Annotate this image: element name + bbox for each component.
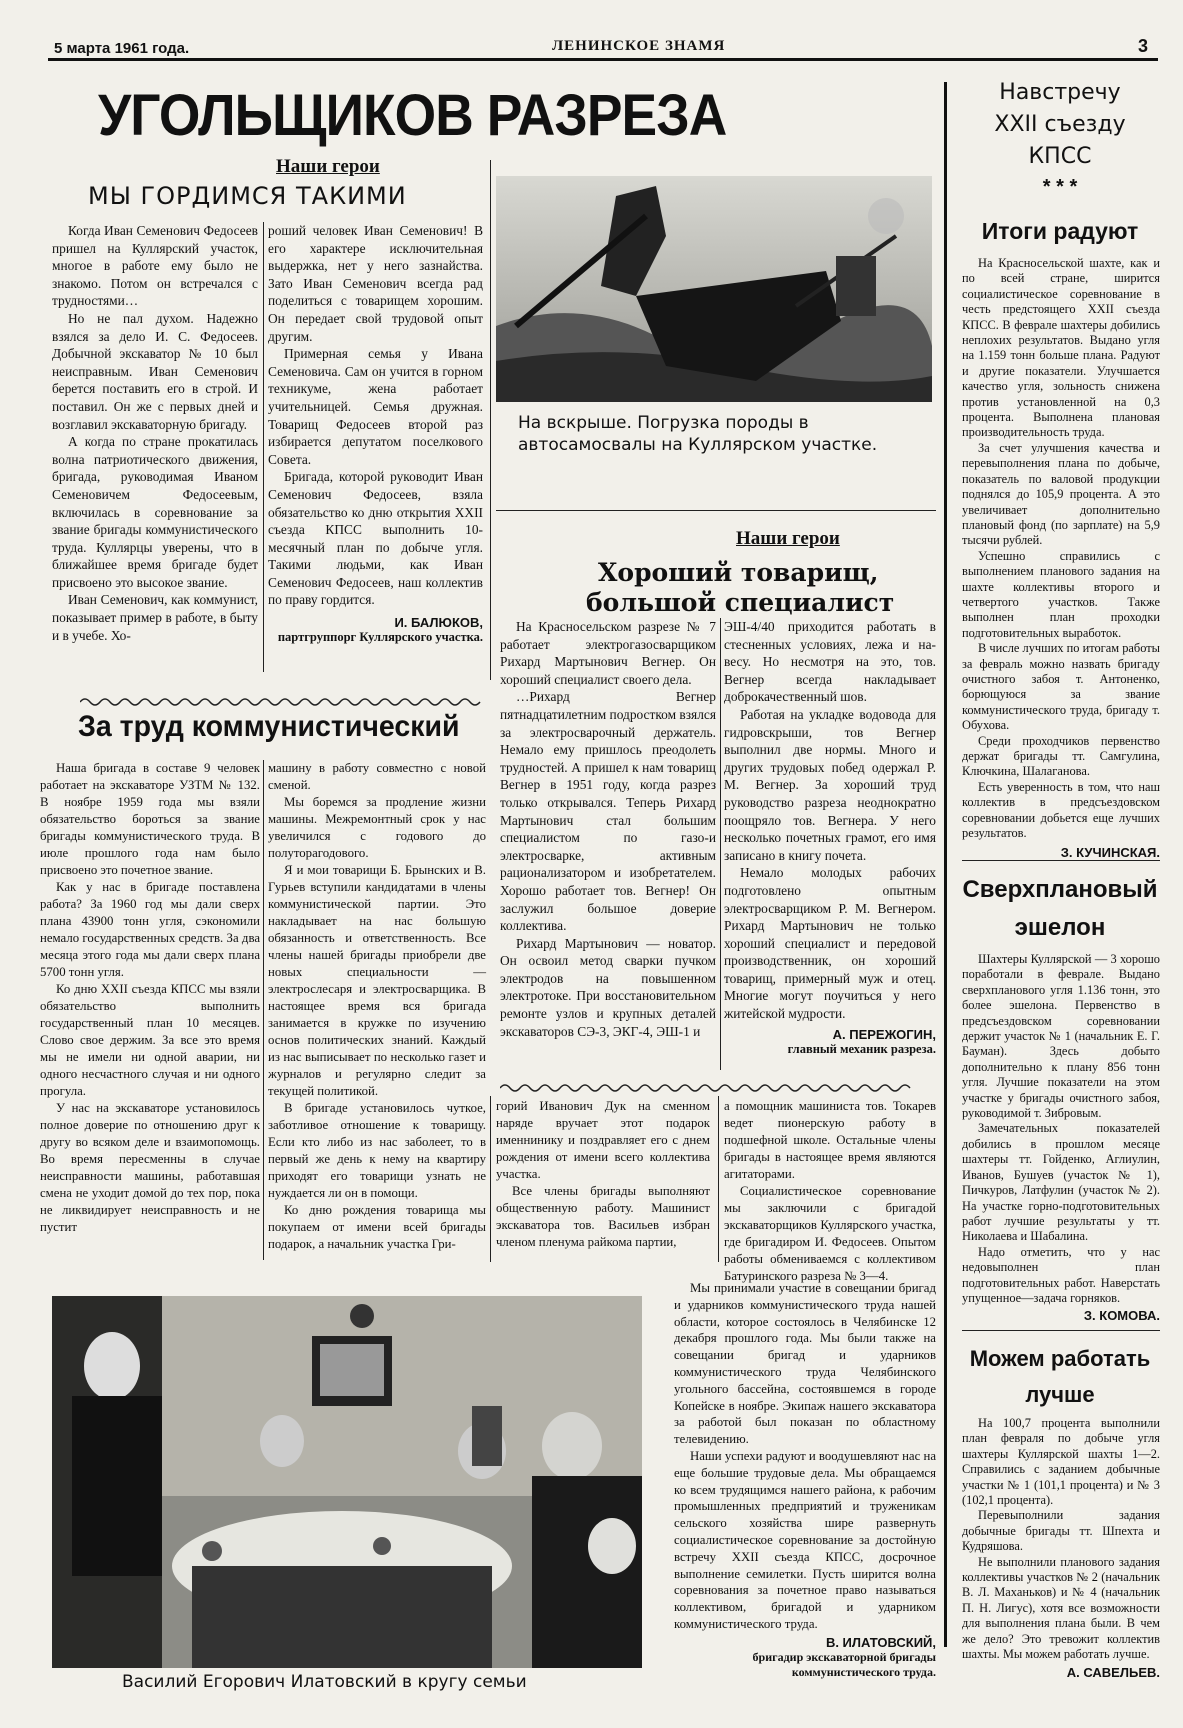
paragraph: Работая на укладке водовода для гидровскрыши, тов Вегнер выполнил две нормы. Много и других трудовых побед одержал Р. М. Вегнер. За хороший труд руководство разреза неоднократно поощряло тов. Вегнера. У него несколько почетных грамот, его имя записано в книгу почета.	[724, 706, 936, 863]
paragraph: Иван Семенович, как коммунист, показывает пример в работе, в быту и в учебе. Хо-	[52, 592, 258, 643]
article3-col2	[724, 618, 936, 1057]
column-rule	[720, 618, 721, 1070]
paragraph: Ко дню XXII съезда КПСС мы взяли обязательство выполнить государственный план 10 месяцев. Слово свое держим. За все это время мы не имели ни одной аварии, ни одного несчастного случая и ни одного прогула.	[40, 982, 260, 1098]
paragraph: Ко дню рождения товарища мы покупаем от имени всей бригады подарок, а начальник участка Гри-	[268, 1203, 486, 1251]
paragraph: Когда Иван Семенович Федосеев пришел на Куллярский участок, многое в работе ему было не знакомо. Потом он встречался с трудностями…	[52, 223, 258, 309]
article3-title-line1: Хороший товарищ,	[598, 558, 879, 587]
sidebar-article3-title-line2: лучше	[1025, 1382, 1095, 1407]
excavator-photo-caption: На вскрыше. Погрузка породы в автосамосвалы на Куллярском участке.	[518, 413, 878, 455]
paragraph: Есть уверенность в том, что наш коллектив в предсъездовском соревновании добьется еще лучших результатов.	[962, 779, 1160, 841]
paragraph: Среди проходчиков первенство держат бригады тт. Самгулина, Ключкина, Шалаганова.	[962, 733, 1160, 779]
excavator-photo-image	[496, 176, 932, 402]
paragraph: Мы боремся за продление жизни машины. Межремонтный срок у нас увеличился с годового до полуторагодового.	[268, 795, 486, 860]
paragraph: Все члены бригады выполняют общественную работу. Машинист экскаватора тов. Васильев избран членом пленума райкома партии,	[496, 1184, 710, 1249]
article1-col2	[268, 222, 483, 645]
wavy-separator	[80, 696, 490, 706]
paragraph: Наши успехи радуют и воодушевляют нас на еще большие трудовые дела. Мы обращаемся ко всем трудящимся нашего района, к рабочим промышленных предприятий и труженикам сельского хозяйства шире развернуть социалистическое соревнование за достойную встречу XXII съезда КПСС, досрочное выполнение семилетки. Пусть ширится волна соревнования за почетное право называться коллективом, бригадой и ударником коммунистического труда.	[674, 1448, 937, 1631]
paragraph: Рихард Мартынович — новатор. Он освоил метод сварки пучком электродов на повышенном электротоке. При восстановительном ремонте узлов и крупных деталей экскаваторов СЭ-3, ЭКГ-4, ЭШ-1 и	[500, 935, 716, 1039]
paragraph: Замечательных показателей добились в прошлом месяце шахтеры тт. Гойденко, Аглиулин, Иванов, Бушуев (участок № 1), Пичкуров, Латфулин (участок № 2). На участке горно-подготовительных работ лучшие результаты у тт. Николаева и Шабалина.	[962, 1121, 1160, 1244]
issue-date: 5 марта 1961 года.	[54, 40, 190, 57]
paragraph: Мы принимали участие в совещании бригад и ударников коммунистического труда нашей области, которое состоялось в Челябинске 12 декабря прошлого года. Мы были также на совещании бригад и ударников коммунистического труда Челябинского угольного бассейна, состоявшемся в городе Копейске в ноябре. Экипаж нашего экскаватора за работой был показан по областному телевидению.	[674, 1281, 936, 1447]
article1-col1	[52, 222, 258, 644]
article1-rubric: Наши герои	[276, 156, 380, 177]
sidebar-article1-title: Итоги радуют	[981, 218, 1139, 244]
sidebar-article3-title-line1: Можем работать	[969, 1346, 1151, 1371]
article2-col4	[724, 1098, 936, 1285]
sidebar-separator	[944, 82, 947, 1647]
sidebar-banner-line3: КПСС	[1028, 144, 1092, 169]
family-photo	[52, 1296, 642, 1668]
paragraph: Шахтеры Куллярской — 3 хорошо поработали в феврале. Выдано сверхпланового угля 1.136 тонн, это более эшелона. Первенство в предсъездовском соревновании держит участок № 1 (начальник Е. Г. Бауман). Здесь добыто дополнительно к плану 856 тонн угля. Лучшие показатели на этом участке у бригады очистного забоя, руководимой т. Зибровым.	[962, 952, 1160, 1121]
sidebar-article2-title-line2: эшелон	[1014, 914, 1106, 941]
header-rule	[48, 58, 1158, 61]
paragraph: На 100,7 процента выполнили план февраля по добыче угля шахтеры Куллярской шахты 1—2. Справились с заданием добычные участки № 1 (101,1 процента) и № 3 (102,1 процента).	[962, 1416, 1160, 1508]
sidebar-article3-author: А. САВЕЛЬЕВ.	[1066, 1664, 1160, 1680]
article2-col2	[268, 760, 486, 1253]
section-rule	[962, 860, 1160, 861]
paragraph: В бригаде установилось чуткое, заботливое отношение к товарищу. Если кто либо из нас заболеет, то в первый же день к нему на квартиру приходят его товарищи узнать не нуждается ли он в помощи.	[268, 1101, 486, 1200]
column-rule	[490, 1096, 491, 1262]
article3-col1	[500, 618, 716, 1040]
paragraph: За счет улучшения качества и перевыполнения плана по добыче, показатель по валовой продукции поднялся до 105,9 процента. А это увеличивает дополнительно плановый фонд (по зарплате) на 5,9 тысячи рублей.	[962, 440, 1160, 548]
family-photo-image	[52, 1296, 642, 1668]
article2-title: За труд коммунистический	[78, 710, 460, 743]
article1-author-role: партгруппорг Куллярского участка.	[277, 630, 483, 645]
article3-author: А. ПЕРЕЖОГИН,	[832, 1026, 936, 1042]
article3-rubric: Наши герои	[736, 528, 840, 549]
sidebar-article2-author: З. КОМОВА.	[1083, 1308, 1160, 1324]
sidebar-stars: * * *	[1042, 176, 1078, 198]
article3-title-line2: большой специалист	[586, 588, 895, 617]
newspaper-name: ЛЕНИНСКОЕ ЗНАМЯ	[552, 38, 726, 54]
article2-author-role: бригадир экскаваторной бригады коммунистического труда.	[752, 1649, 936, 1679]
paragraph: На Красносельском разрезе № 7 работает электрогазосварщиком Рихард Мартынович Вегнер. Он хороший специалист своего дела.	[500, 619, 716, 687]
article2-col3	[496, 1098, 710, 1251]
column-rule	[718, 1096, 719, 1262]
article2-col1	[40, 760, 260, 1236]
paragraph: Бригада, которой руководит Иван Семенович Федосеев, взяла обязательство ко дню открытия XXII съезда КПСС выполнить 10-месячный план по добыче угля. Такими людьми, как Иван Семенович Федосеев, наш коллектив по праву гордится.	[268, 469, 483, 608]
paragraph: а помощник машиниста тов. Токарев ведет пионерскую работу в подшефной школе. Остальные члены бригады в настоящее время являются агитаторами.	[724, 1099, 936, 1181]
paragraph: В числе лучших по итогам работы за февраль можно назвать бригаду очистного забоя т. Антоненко, борющуюся за звание коммунистического труда, бригаду т. Обухова.	[962, 641, 1160, 733]
paragraph: Я и мои товарищи Б. Брынских и В. Гурьев вступили кандидатами в члены коммунистической партии. Это накладывает на нас большую обязанность и ответственность. Все члены нашей бригады приобрели две новых специальности — электрослесаря и электросварщика. В настоящее время вся бригада занимается в кружке по изучению основ политических знаний. Каждый из нас выписывает по несколько газет и журналов и регулярно следит за текущей политикой.	[268, 863, 486, 1098]
paragraph: А когда по стране прокатилась волна патриотического движения, бригада, руководимая Иваном Семеновичем Федосеевым, включилась в соревнование за звание бригады коммунистического труда. Куллярцы уверены, что в ближайшее время бригаде будет присвоено это высокое звание.	[52, 434, 258, 590]
sidebar-banner-line1: Навстречу	[999, 80, 1121, 105]
paragraph: Успешно справились с выполнением планового задания на шахте коллективы второго и четвертого участков. Также выполнен план проходки подготовительных выработок.	[962, 548, 1160, 640]
paragraph: роший человек Иван Семенович! В его характере исключительная выдержка, нет у него зазнайства. Зато Иван Семенович всегда рад поделиться с товарищем хорошим. Он передает свой трудовой опыт другим.	[268, 223, 483, 344]
paragraph: ЭШ-4/40 приходится работать в стесненных условиях, лежа и на-весу. Но несмотря на это, тов. Вегнер всегда накладывает доброкачественный шов.	[724, 619, 936, 705]
paragraph: Не выполнили планового задания коллективы участков № 2 (начальник В. Л. Маханьков) и № 4 (начальник П. Н. Лигус), хотя все возможности для выполнения плана были. В чем же дело? Это тревожит коллектив шахты. Мы можем работать лучше.	[962, 1554, 1160, 1662]
paragraph: У нас на экскаваторе установилось полное доверие по отношению друг к другу во всяком деле и взаимопомощь. Во время пересменны в случае неисправности машины, работавшая смена не уходит домой до тех пор, пока не ликвидирует неисправность и не пустит	[40, 1101, 260, 1234]
paragraph: Но не пал духом. Надежно взялся за дело И. С. Федосеев. Добычной экскаватор № 10 был неисправным. Иван Семенович берется поставить его в строй. И поставил. Он же с первых дней и возглавил экскаваторную бригаду.	[52, 310, 258, 432]
section-rule	[496, 510, 936, 511]
sidebar-article2-title-line1: Сверхплановый	[962, 876, 1158, 903]
paragraph: Примерная семья у Ивана Семеновича. Сам он учится в горном техникуме, жена работает учительницей. Семья дружная. Товарищ Федосеев второй раз избирается депутатом поселкового Совета.	[268, 346, 483, 467]
column-rule	[263, 760, 264, 1260]
sidebar-banner-line2: XXII съезду	[994, 112, 1126, 137]
paragraph: Немало молодых рабочих подготовлено опытным электросварщиком Р. М. Вегнером. Рихард Мартынович не только хороший специалист и передовой производственник, он хороший товарищ, примерный муж и отец. Многие могут поучиться у него житейской мудрости.	[724, 865, 936, 1022]
paragraph: Социалистическое соревнование мы заключили с бригадой экскаваторщиков Куллярского участка, где бригадиром И. Федосеев. Опытом работы обмениваемся с коллективом Батуринского разреза № 3—4.	[724, 1184, 936, 1283]
column-rule	[490, 160, 491, 680]
article2-author: В. ИЛАТОВСКИЙ,	[825, 1634, 936, 1650]
sidebar-article2-text	[962, 952, 1160, 1323]
section-rule	[962, 1330, 1160, 1331]
article1-author: И. БАЛЮКОВ,	[394, 615, 483, 631]
article2-col5	[674, 1280, 936, 1680]
page-number: 3	[1138, 36, 1149, 56]
excavator-photo	[496, 176, 932, 402]
family-photo-caption: Василий Егорович Илатовский в кругу семьи	[122, 1672, 527, 1692]
paragraph: Надо отметить, что у нас недовыполнен план подготовительных работ. Наверстать упущенное—задача горняков.	[962, 1244, 1160, 1305]
paragraph: Наша бригада в составе 9 человек работает на экскаваторе УЗТМ № 132. В ноябре 1959 года мы взяли обязательство бороться за звание бригады коммунистического труда. В июле прошлого года нам было присвоено это почетное звание.	[40, 761, 260, 877]
paragraph: На Красносельской шахте, как и по всей стране, ширится социалистическое соревнование в честь предстоящего XXII съезда КПСС. В феврале шахтеры добились неплохих результатов. Выдано угля на 1.159 тонн больше плана. Радуют и другие показатели. Улучшается качество угля, зольность снижена против установленной на 0,3 процента. Выполнена плановая производительность труда.	[962, 256, 1160, 440]
paragraph: Как у нас в бригаде поставлена работа? За 1960 год мы дали сверх плана 43900 тонн угля, сэкономили немало государственных средств. За два месяца этого года мы дали сверх плана 5700 тонн угля.	[40, 880, 260, 979]
paragraph: горий Иванович Дук на сменном наряде вручает этот подарок именнинику и поздравляет его с днем рождения от имени всего коллектива участка.	[496, 1099, 710, 1181]
article3-author-role: главный механик разреза.	[787, 1041, 936, 1056]
paragraph: машину в работу совместно с новой сменой.	[268, 761, 486, 792]
paragraph: …Рихард Вегнер пятнадцатилетним подростком взялся за электросварочный держатель. Немало ему пришлось преодолеть трудностей. А пришел к нам товарищ Вегнер в 1951 году, когда разрез только открывался. Теперь Рихард Мартынович стал большим специалистом по газо-и электросварке, активным рационализатором и изобретателем. Хорошо работает тов. Вегнер! Он заслужил большое доверие коллектива.	[500, 689, 716, 934]
sidebar-article1-text	[962, 256, 1160, 860]
sidebar-article3-text	[962, 1416, 1160, 1680]
main-headline: УГОЛЬЩИКОВ РАЗРЕЗА	[98, 83, 727, 148]
paragraph: Перевыполнили задания добычные бригады тт. Шпехта и Кудряшова.	[962, 1508, 1160, 1554]
sidebar-article1-author: З. КУЧИНСКАЯ.	[1060, 845, 1160, 861]
column-rule	[263, 222, 264, 672]
wavy-separator	[500, 1082, 920, 1092]
article1-title: МЫ ГОРДИМСЯ ТАКИМИ	[88, 182, 407, 210]
